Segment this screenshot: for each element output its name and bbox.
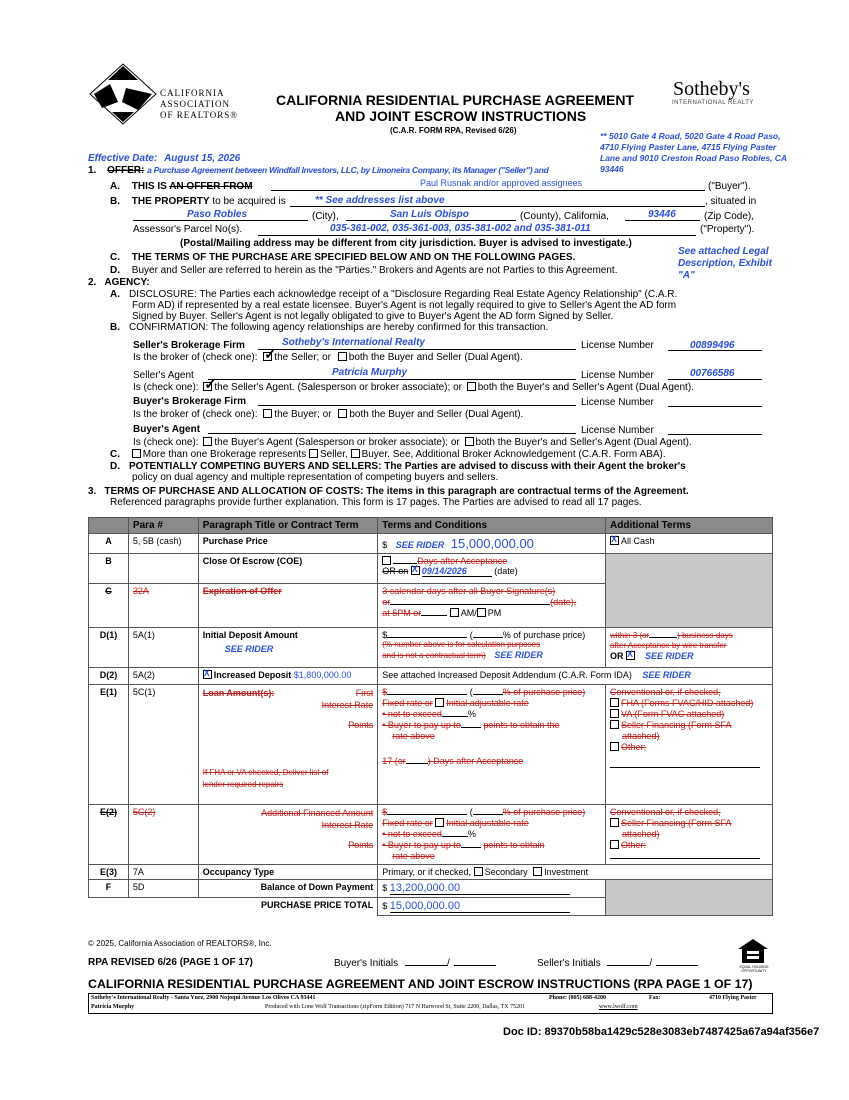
table-row-d1: D(1) 5A(1) Initial Deposit Amount SEE RIDER $ ( % of purchase price) (% number above is for calculation purposes and is not a contractual term) SEE RIDER within 3 (or ) business days after Acceptance by wire transfer OR X SEE RIDER — [89, 628, 773, 668]
sellers-firm-field[interactable]: Sotheby's International Realty — [282, 337, 425, 348]
e2-adjustable-checkbox[interactable] — [435, 818, 444, 827]
buyers-both-agent-checkbox[interactable] — [465, 437, 474, 446]
deposit-or-checkbox[interactable] — [626, 651, 635, 660]
offer-b: B. THE PROPERTY to be acquired is — [110, 196, 286, 207]
coe-days-checkbox[interactable] — [382, 556, 391, 565]
address-note: ** 5010 Gate 4 Road, 5020 Gate 4 Road Paso, 4710 Flying Paster Lane, 4715 Flying Paster Lane and 9010 Creston Road Paso Robles, CA 93446 — [600, 131, 787, 174]
footer-title-bar: CALIFORNIA RESIDENTIAL PURCHASE AGREEMENT AND JOINT ESCROW INSTRUCTIONS (RPA PAGE 1 OF 17) — [88, 977, 753, 991]
down-payment-field[interactable]: $ 13,200,000.00 — [378, 880, 606, 898]
form-title-line2: AND JOINT ESCROW INSTRUCTIONS — [335, 108, 587, 124]
buyers-firm-check: Is the broker of (check one): the Buyer; or both the Buyer and Seller (Dual Agent). — [133, 409, 524, 420]
am-checkbox[interactable] — [450, 608, 459, 617]
increased-deposit-checkbox[interactable] — [203, 670, 212, 679]
sothebys-logo: Sotheby's — [673, 78, 750, 100]
terms-table — [88, 517, 773, 916]
zip-field[interactable]: 93446 — [648, 209, 676, 220]
buyers-agent-label: Buyer's Agent — [133, 424, 201, 435]
dual-agent-checkbox[interactable] — [338, 352, 347, 361]
table-row-total: PURCHASE PRICE TOTAL $ 15,000,000.00 — [89, 898, 773, 916]
county-label: (County), California, — [520, 211, 609, 222]
license-label: License Number — [581, 425, 654, 436]
table-row-c: C 32A Expiration of Offer 3 calendar days after all Buyer Signature(s) or (date), at 5PM or AM/ PM — [89, 584, 773, 628]
apn-label: Assessor's Parcel No(s). — [133, 224, 243, 235]
sellers-agent-checkbox[interactable] — [203, 382, 212, 391]
fha-checkbox[interactable] — [610, 698, 619, 707]
table-row-e3: E(3) 7A Occupancy Type Primary, or if checked, Secondary Investment — [89, 865, 773, 880]
pm-checkbox[interactable] — [477, 608, 486, 617]
car-logo — [88, 62, 158, 126]
sellers-firm-check: Is the broker of (check one): ✓ the Seller; or both the Buyer and Seller (Dual Agent). — [133, 352, 523, 363]
license-label: License Number — [581, 370, 654, 381]
license-label: License Number — [581, 340, 654, 351]
revised-label: RPA REVISED 6/26 (PAGE 1 OF 17) — [88, 957, 253, 968]
city-label: (City), — [312, 211, 339, 222]
zip-label: (Zip Code), — [704, 211, 755, 222]
va-checkbox[interactable] — [610, 709, 619, 718]
terms-c: C. THE TERMS OF THE PURCHASE ARE SPECIFIED BELOW AND ON THE FOLLOWING PAGES. — [110, 252, 576, 263]
offer-fill: a Purchase Agreement between Windfall Investors, LLC, by Limoneira Company, its Manager ("Seller") and — [147, 165, 549, 175]
disclosure-a: A. DISCLOSURE: The Parties each acknowledge receipt of a "Disclosure Regarding Real Estate Agency Relationship" (C.A.R. Form AD) if represented by a real estate licensee. Buyer's Agent is not legally required to give to Seller's Agent the AD form Signed by Buyer. Seller's Agent is not legally obligated to give to Buyer's Agent the AD form Signed by Seller. — [110, 289, 678, 322]
property-suffix: , situated in — [705, 196, 757, 207]
sellers-agent-label: Seller's Agent — [133, 370, 194, 381]
all-cash-checkbox[interactable] — [610, 536, 619, 545]
sothebys-logo-sub: INTERNATIONAL REALTY — [672, 100, 754, 106]
buyers-initials: Buyer's Initials / — [334, 958, 496, 969]
sellers-firm-label: Seller's Brokerage Firm — [133, 340, 245, 351]
section3: 3. TERMS OF PURCHASE AND ALLOCATION OF COSTS: The items in this paragraph are contractual terms of the Agreement. Referenced paragraphs provide further explanation. This form is 17 pages. The Parties are advised to read all 17 pages. — [88, 486, 689, 508]
buyers-agent-check: Is (check one): the Buyer's Agent (Salesperson or broker associate); or both the Buyer's and Seller's Agent (Dual Agent). — [133, 437, 692, 448]
multi-buyer-checkbox[interactable] — [351, 449, 360, 458]
agency-d: D. POTENTIALLY COMPETING BUYERS AND SELLERS: The Parties are advised to discuss with their Agent the broker's policy on dual agency and multiple representation of competing buyers and sellers. — [110, 461, 686, 483]
offer-a: A. THIS IS AN OFFER FROM — [110, 181, 253, 192]
buyer-suffix: ("Buyer"). — [708, 181, 751, 192]
form-title-line1: CALIFORNIA RESIDENTIAL PURCHASE AGREEMENT — [276, 92, 635, 108]
buyers-agent-checkbox[interactable] — [203, 437, 212, 446]
postal-note: (Postal/Mailing address may be different from city jurisdiction. Buyer is advised to investigate.) — [180, 238, 632, 249]
buyer-dual-agent-checkbox[interactable] — [338, 409, 347, 418]
e2-seller-financing-checkbox[interactable] — [610, 818, 619, 827]
adjustable-checkbox[interactable] — [435, 698, 444, 707]
purchase-price-field[interactable]: $ SEE RIDER 15,000,000.00 — [378, 534, 606, 554]
initial-deposit-field[interactable]: $ ( % of purchase price) (% number above is for calculation purposes and is not a contractual term) SEE RIDER — [378, 628, 606, 668]
the-buyer-checkbox[interactable] — [263, 409, 272, 418]
property-field[interactable]: ** See addresses list above — [315, 195, 445, 206]
multi-seller-checkbox[interactable] — [309, 449, 318, 458]
car-logo-text: CALIFORNIA ASSOCIATION OF REALTORS® — [160, 88, 239, 120]
license-label: License Number — [581, 397, 654, 408]
agency-c: C. More than one Brokerage represents Seller, Buyer. See, Additional Broker Acknowledgement (C.A.R. Form ABA). — [110, 449, 666, 460]
footer-box: Sotheby's International Realty - Santa Ynez, 2900 Nojoqui Avenue Los Olivos CA 93441 Phone: (805) 688-4200 Fax: 4710 Flying Paster Patricia Murphy Produced with Lone Wolf Transactions (zipForm Edition) 717 N Harwood St, Suite 2200, Dallas, TX 75201 www.lwolf.com — [88, 993, 773, 1014]
equal-housing-icon — [737, 938, 769, 968]
table-row-f: F 5D Balance of Down Payment $ 13,200,000.00 — [89, 880, 773, 898]
e2-other-checkbox[interactable] — [610, 840, 619, 849]
secondary-checkbox[interactable] — [474, 867, 483, 876]
effective-date: Effective Date: August 15, 2026 — [88, 153, 241, 164]
offer-line: 1. OFFER: a Purchase Agreement between Windfall Investors, LLC, by Limoneira Company, its Manager ("Seller") and — [88, 165, 549, 176]
copyright: © 2025, California Association of REALTORS®, Inc. — [88, 939, 272, 948]
legal-note: See attached Legal Description, Exhibit "A" — [678, 246, 772, 281]
sellers-agent-field[interactable]: Patricia Murphy — [332, 367, 408, 378]
both-agent-checkbox[interactable] — [467, 382, 476, 391]
form-code: (C.A.R. FORM RPA, Revised 6/26) — [390, 126, 517, 135]
sellers-agent-license-field[interactable]: 00766586 — [690, 368, 735, 379]
other-checkbox[interactable] — [610, 742, 619, 751]
table-row-b: B Close Of Escrow (COE) Days after Acceptance OR on X 09/14/2026 (date) — [89, 554, 773, 584]
county-field[interactable]: San Luis Obispo — [390, 209, 469, 220]
seller-financing-checkbox[interactable] — [610, 720, 619, 729]
coe-field[interactable]: Days after Acceptance OR on X 09/14/2026 (date) — [378, 554, 606, 584]
confirmation-b: B. CONFIRMATION: The following agency relationships are hereby confirmed for this transaction. — [110, 322, 549, 333]
loan-amount-field[interactable]: $ ( % of purchase price) Fixed rate or Initial adjustable rate • not to exceed % • Buyer to pay up to points to obtain the rate above 17 (or ) Days after Acceptance — [378, 685, 606, 805]
buyers-firm-label: Buyer's Brokerage Firm — [133, 396, 246, 407]
table-row-e1: E(1) 5C(1) Loan Amount(s): First Interest Rate Points If FHA or VA checked, Deliver list of lender required repairs $ ( % of purchase price) Fixed rate or Initial adjustable rate • not to exceed % • Buyer to pay up to points to obtain the rate above 17 (or ) Days after Acceptance Conventional or, if checked, FHA (Forms FVAC/HID attached) VA (Form FVAC attached) Seller Financing (Form SFA attached) Other: — [89, 685, 773, 805]
table-row-e2: E(2) 5C(2) Additional Financed Amount Interest Rate Points $ ( % of purchase price) Fixed rate or Initial adjustable rate • not to exceed % • Buyer to pay up to points to obtain rate above Conventional or, if checked, Seller Financing (Form SFA attached) Other: — [89, 805, 773, 865]
total-field[interactable]: $ 15,000,000.00 — [378, 898, 606, 916]
expiration-field[interactable]: 3 calendar days after all Buyer Signature(s) or (date), at 5PM or AM/ PM — [378, 584, 606, 628]
investment-checkbox[interactable] — [533, 867, 542, 876]
sellers-firm-license-field[interactable]: 00899496 — [690, 340, 735, 351]
the-seller-checkbox[interactable] — [263, 352, 272, 361]
lwolf-link[interactable]: www.lwolf.com — [599, 1004, 638, 1010]
table-row-a: A 5, 5B (cash) Purchase Price $ SEE RIDER 15,000,000.00 X All Cash — [89, 534, 773, 554]
coe-date-checkbox[interactable] — [411, 566, 420, 575]
terms-d: D. Buyer and Seller are referred to herein as the "Parties." Brokers and Agents are not Parties to this Agreement. — [110, 265, 618, 276]
table-row-d2: D(2) 5A(2) X Increased Deposit $1,800,000.00 See attached Increased Deposit Addendum (C.A.R. Form IDA) SEE RIDER — [89, 668, 773, 685]
eho-text: EQUAL HOUSING OPPORTUNITY — [739, 965, 769, 973]
additional-financed-field[interactable]: $ ( % of purchase price) Fixed rate or Initial adjustable rate • not to exceed % • Buyer to pay up to points to obtain rate above — [378, 805, 606, 865]
city-field[interactable]: Paso Robles — [187, 209, 248, 220]
apn-suffix: ("Property"). — [700, 224, 755, 235]
table-header: Para # Paragraph Title or Contract Term Terms and Conditions Additional Terms — [89, 518, 773, 534]
sellers-initials: Seller's Initials / — [537, 958, 698, 969]
agency-title: 2. AGENCY: — [88, 277, 150, 288]
buyer-name-field[interactable]: Paul Rusnak and/or approved assignees — [420, 178, 583, 188]
multi-brokerage-checkbox[interactable] — [132, 449, 141, 458]
apn-field[interactable]: 035-361-002, 035-361-003, 035-381-002 and 035-381-011 — [330, 223, 591, 234]
sellers-agent-check: Is (check one): ✓ the Seller's Agent. (Salesperson or broker associate); or both the Buyer's and Seller's Agent (Dual Agent). — [133, 382, 694, 393]
doc-id: Doc ID: 89370b58ba1429c528e3083eb7487425a67a94af356e7 — [503, 1026, 820, 1038]
